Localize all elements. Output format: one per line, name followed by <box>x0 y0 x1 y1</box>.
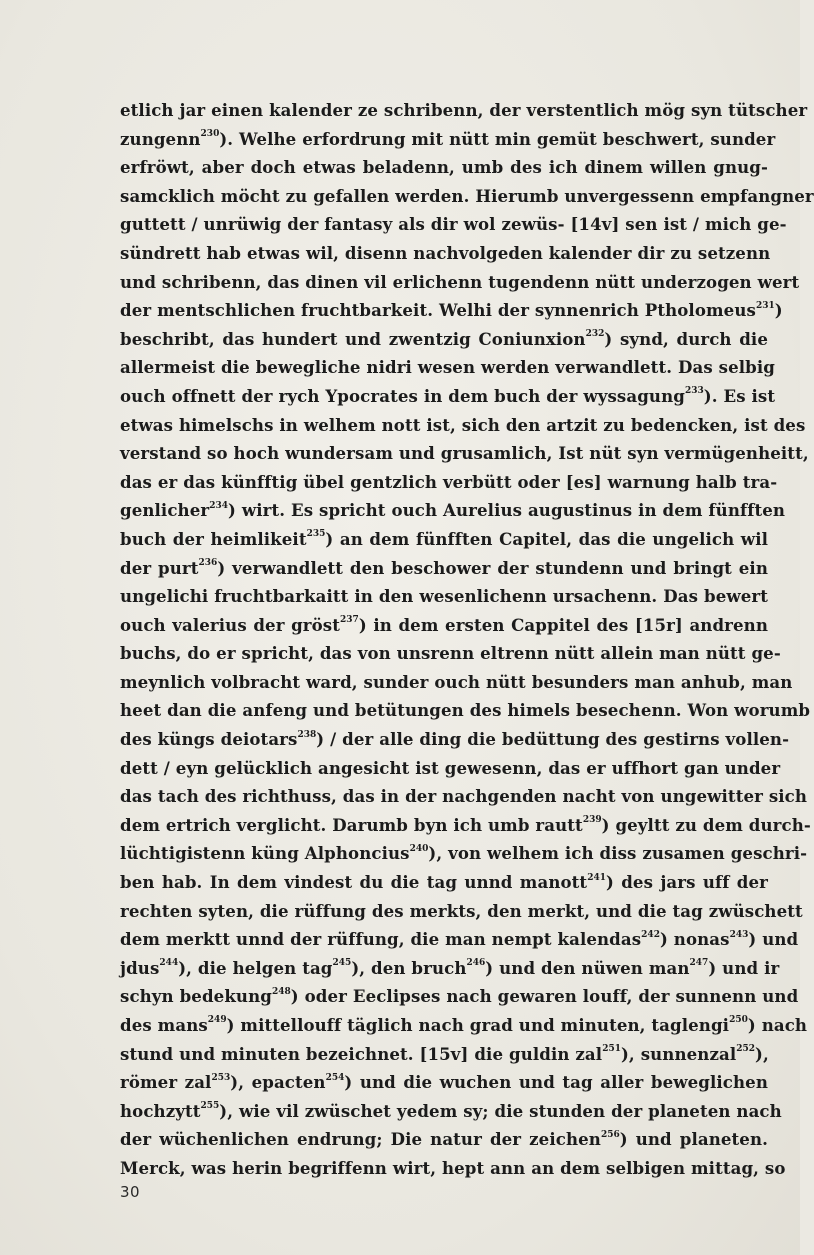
text-line <box>120 325 768 354</box>
text-line <box>120 811 811 840</box>
footnote-marker: 244 <box>159 958 179 969</box>
text-segment: ) und <box>748 929 799 950</box>
text-segment: erfröwt, aber doch etwas beladenn, umb des ich dinem willen gnug- <box>120 157 768 178</box>
text-segment: beschribt, das hundert und zwentzig Coniunxion <box>120 328 586 349</box>
footnote-marker: 252 <box>736 1044 756 1055</box>
text-line <box>120 268 800 297</box>
text-segment: dett / eyn gelücklich angesicht ist gewesenn, das er uffhort gan under <box>120 757 781 778</box>
text-segment: ), <box>755 1043 769 1064</box>
text-segment: ben hab. In dem vindest du die tag unnd manott <box>120 872 588 893</box>
text-line <box>120 639 781 668</box>
text-segment: ). Welhe erfordrung mit nütt min gemüt beschwert, sunder <box>219 128 776 149</box>
text-line <box>120 897 803 926</box>
text-line <box>120 296 783 325</box>
text-segment: ) synd, durch die <box>604 328 768 349</box>
footnote-marker: 230 <box>200 129 220 140</box>
text-segment: ), den bruch <box>351 957 467 978</box>
text-segment: ) wirt. Es spricht ouch Aurelius augustinus in dem fünfften <box>228 500 786 521</box>
text-segment: ), die helgen tag <box>178 957 333 978</box>
text-line <box>120 525 768 554</box>
text-segment: der purt <box>120 557 199 578</box>
text-segment: zungenn <box>120 128 201 149</box>
text-line <box>120 782 808 811</box>
text-segment: ) mittellouff täglich nach grad und minuten, taglengi <box>226 1015 730 1035</box>
text-segment: ) des jars uff der <box>605 872 768 893</box>
footnote-marker: 253 <box>211 1072 231 1083</box>
footnote-marker: 243 <box>729 929 749 940</box>
text-segment: ), sunnenzal <box>620 1043 737 1064</box>
footnote-marker: 234 <box>209 500 228 511</box>
text-segment: ) nonas <box>659 929 730 950</box>
text-line <box>120 925 799 954</box>
text-segment: schyn bedekung <box>120 986 272 1007</box>
text-line <box>120 1154 786 1183</box>
text-segment: ) und ir <box>708 957 780 978</box>
text-segment: ), wie vil zwüschet yedem sy; die stunden der planeten nach <box>219 1100 782 1121</box>
text-line <box>120 182 814 211</box>
text-segment: verstand so hoch wundersam und grusamlich, Ist nüt syn vermügenheitt, <box>120 443 809 464</box>
text-line <box>120 411 806 440</box>
text-line <box>120 96 808 125</box>
text-segment: ) nach <box>747 1015 808 1035</box>
text-segment: guttett / unrüwig der fantasy als dir wol zewüs- [14v] sen ist / mich ge- <box>120 214 787 235</box>
text-segment: stund und minuten bezeichnet. [15v] die guldin zal <box>120 1043 603 1064</box>
body-text <box>120 96 814 1183</box>
footnote-marker: 237 <box>340 615 359 626</box>
text-segment: allermeist die bewegliche nidri wesen werden verwandlett. Das selbig <box>120 357 775 378</box>
text-segment: dem merktt unnd der rüffung, die man nempt kalendas <box>120 929 642 950</box>
text-line <box>120 554 768 583</box>
text-line <box>120 696 811 725</box>
text-line <box>120 839 808 868</box>
text-segment: ) / der alle ding die bedüttung des gestirns vollen- <box>316 729 790 750</box>
text-segment: sündrett hab etwas wil, disenn nachvolgeden kalender dir zu setzenn <box>120 242 771 263</box>
text-line <box>120 611 768 640</box>
text-line <box>120 353 775 382</box>
footnote-marker: 233 <box>684 386 704 397</box>
footnote-marker: 250 <box>729 1015 748 1026</box>
text-segment: etlich jar einen kalender ze schribenn, der verstentlich mög syn tütscher <box>120 100 808 120</box>
text-line <box>120 1040 768 1069</box>
text-segment: und schribenn, das dinen vil erlichenn tugendenn nütt underzogen wert <box>120 271 800 292</box>
text-segment: ) <box>774 300 783 321</box>
text-segment: römer zal <box>120 1072 212 1093</box>
text-segment: ) in dem ersten Cappitel des [15r] andrenn <box>358 614 768 635</box>
footnote-marker: 255 <box>200 1101 220 1112</box>
footnote-marker: 232 <box>585 329 605 340</box>
text-segment: samcklich möcht zu gefallen werden. Hierumb unvergessenn empfangner <box>120 185 814 206</box>
text-segment: hochzytt <box>120 1100 201 1121</box>
text-segment: etwas himelschs in welhem nott ist, sich den artzit zu bedencken, ist des <box>120 414 806 435</box>
text-segment: buch der heimlikeit <box>120 528 307 549</box>
text-line <box>120 754 781 783</box>
text-segment: ), von welhem ich diss zusamen geschri- <box>428 843 808 864</box>
footnote-marker: 248 <box>271 986 291 997</box>
text-line <box>120 1011 808 1040</box>
text-segment: des küngs deiotars <box>120 729 298 750</box>
text-segment: jdus <box>120 957 160 978</box>
text-segment: ), epacten <box>230 1072 326 1093</box>
text-segment: buchs, do er spricht, das von unsrenn eltrenn nütt allein man nütt ge- <box>120 643 781 664</box>
text-segment: ) geyltt zu dem durch- <box>601 814 811 835</box>
text-line <box>120 239 771 268</box>
footnote-marker: 254 <box>325 1072 345 1083</box>
text-line <box>120 125 776 154</box>
text-line <box>120 1097 782 1126</box>
text-segment: lüchtigistenn küng Alphoncius <box>120 843 410 864</box>
text-line <box>120 1125 768 1154</box>
text-line <box>120 468 778 497</box>
text-line <box>120 153 768 182</box>
footnote-marker: 236 <box>198 557 218 568</box>
text-line <box>120 1068 768 1097</box>
text-line <box>120 868 768 897</box>
footnote-marker: 245 <box>332 958 352 969</box>
text-segment: ) und den nüwen man <box>485 957 690 978</box>
text-line <box>120 982 799 1011</box>
text-line <box>120 582 768 611</box>
text-segment: ). Es ist <box>703 385 776 406</box>
text-line <box>120 668 793 697</box>
text-segment: das er das künfftig übel gentzlich verbütt oder [es] warnung halb tra- <box>120 471 778 492</box>
text-segment: das tach des richthuss, das in der nachgenden nacht von ungewitter sich <box>120 786 808 807</box>
text-segment: ) an dem fünfften Capitel, das die ungelich wil <box>325 528 768 549</box>
text-line <box>120 725 790 754</box>
footnote-marker: 241 <box>587 872 606 883</box>
text-segment: der wüchenlichen endrung; Die natur der zeichen <box>120 1129 601 1150</box>
footnote-marker: 238 <box>297 729 317 740</box>
text-segment: des mans <box>120 1015 208 1035</box>
footnote-marker: 246 <box>466 958 486 969</box>
text-segment: Merck, was herin begriffenn wirt, hept ann an dem selbigen mittag, so <box>120 1157 786 1178</box>
text-line <box>120 210 787 239</box>
footnote-marker: 231 <box>755 300 775 311</box>
footnote-marker: 256 <box>600 1129 620 1140</box>
footnote-marker: 251 <box>602 1044 621 1055</box>
text-line <box>120 439 809 468</box>
text-segment: dem ertrich verglicht. Darumb byn ich umb rautt <box>120 814 583 835</box>
text-segment: meynlich volbracht ward, sunder ouch nütt besunders man anhub, man <box>120 671 793 692</box>
text-segment: ) und planeten. <box>619 1129 768 1150</box>
text-line <box>120 496 786 525</box>
page-number: 30 <box>120 1183 141 1201</box>
text-segment: genlicher <box>120 500 210 521</box>
text-segment: ouch valerius der gröst <box>120 614 341 635</box>
text-segment: der mentschlichen fruchtbarkeit. Welhi der synnenrich Ptholomeus <box>120 300 756 321</box>
text-segment: ouch offnett der rych Ypocrates in dem buch der wyssagung <box>120 385 685 406</box>
text-segment: ) und die wuchen und tag aller beweglichen <box>344 1072 768 1093</box>
footnote-marker: 240 <box>409 843 429 854</box>
text-line <box>120 954 780 983</box>
text-segment: ungelichi fruchtbarkaitt in den wesenlichenn ursachenn. Das bewert <box>120 586 768 607</box>
text-segment: ) oder Eeclipses nach gewaren louff, der sunnenn und <box>290 986 799 1007</box>
text-segment: heet dan die anfeng und betütungen des himels besechenn. Won worumb <box>120 700 811 721</box>
text-segment: ) verwandlett den beschower der stundenn und bringt ein <box>217 557 768 578</box>
footnote-marker: 242 <box>641 929 660 940</box>
text-line <box>120 382 776 411</box>
footnote-marker: 239 <box>582 815 602 826</box>
footnote-marker: 247 <box>689 958 709 969</box>
text-segment: rechten syten, die rüffung des merkts, den merkt, und die tag zwüschett <box>120 900 803 921</box>
footnote-marker: 249 <box>207 1015 227 1026</box>
footnote-marker: 235 <box>306 529 326 540</box>
